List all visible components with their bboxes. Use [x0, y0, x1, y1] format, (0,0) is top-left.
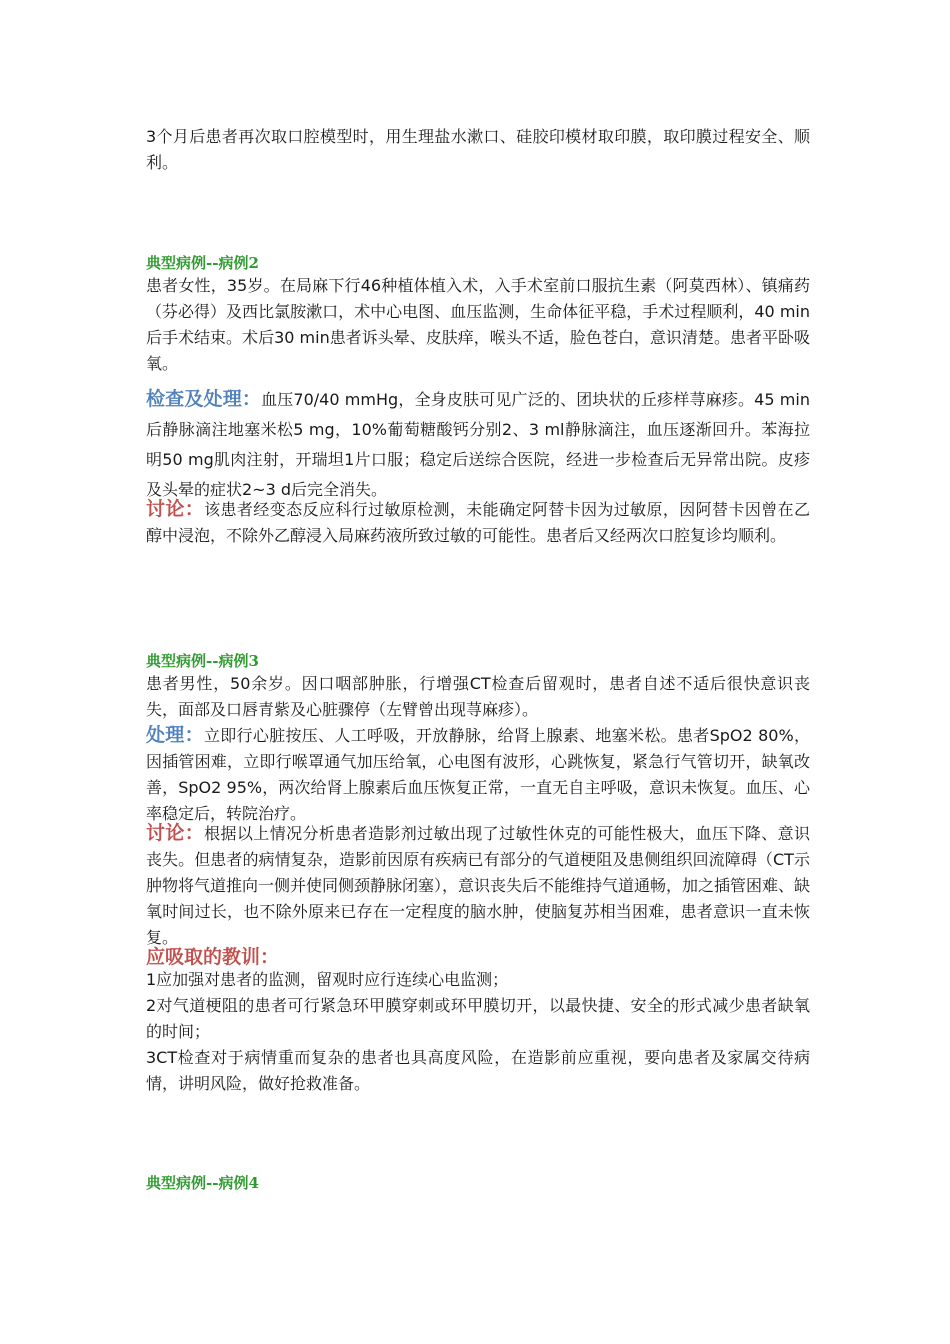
case2-discussion-text: 该患者经变态反应科行过敏原检测，未能确定阿替卡因为过敏原，因阿替卡因曾在乙醇中浸泡，不除外乙醇浸入局麻药液所致过敏的可能性。患者后又经两次口腔复诊均顺利。	[146, 500, 810, 545]
case3-lesson-item: 1应加强对患者的监测，留观时应行连续心电监测；	[146, 970, 509, 989]
case3-discussion-paragraph	[146, 820, 810, 951]
case2-discussion-label: 讨论：	[146, 498, 205, 520]
case2-discussion-paragraph	[146, 496, 810, 549]
intro-paragraph: 3个月后患者再次取口腔模型时，用生理盐水漱口、硅胶印模材取印膜，取印膜过程安全、顺利。	[146, 127, 810, 172]
case3-discussion-text: 根据以上情况分析患者造影剂过敏出现了过敏性休克的可能性极大，血压下降、意识丧失。但患者的病情复杂，造影前因原有疾病已有部分的气道梗阻及患侧组织回流障碍（CT示肿物将气道推向一侧并使同侧颈静脉闭塞），意识丧失后不能维持气道通畅，加之插管困难、缺氧时间过长，也不除外原来已存在一定程度的脑水肿，使脑复苏相当困难，患者意识一直未恢复。	[146, 824, 811, 947]
case3-treatment-paragraph	[146, 722, 810, 827]
case3-history: 患者男性，50余岁。因口咽部肿胀，行增强CT检查后留观时，患者自述不适后很快意识丧失，面部及口唇青紫及心脏骤停（左臂曾出现荨麻疹）。	[146, 674, 810, 719]
case2-history: 患者女性，35岁。在局麻下行46种植体植入术，入手术室前口服抗生素（阿莫西林）、镇痛药（芬必得）及西比氯胺漱口，术中心电图、血压监测，生命体征平稳，手术过程顺利，40 min后手术结束。术后30 min患者诉头晕、皮肤痒，喉头不适，脸色苍白，意识清楚。患者平卧吸氧。	[146, 276, 810, 373]
case2-exam-text: 血压70/40 mmHg，全身皮肤可见广泛的、团块状的丘疹样荨麻疹。45 min后静脉滴注地塞米松5 mg，10%葡萄糖酸钙分别2、3 ml静脉滴注，血压逐渐回升。苯海拉明50 mg肌肉注射，开瑞坦1片口服；稳定后送综合医院，经进一步检查后无异常出院。皮疹及头晕的症状2~3 d后完全消失。	[146, 390, 810, 499]
case3-treatment-label: 处理：	[146, 724, 204, 746]
case3-discussion-label: 讨论：	[146, 822, 205, 844]
case2-title: 典型病例--病例2	[146, 254, 259, 272]
case4-title: 典型病例--病例4	[146, 1174, 259, 1192]
case3-lesson-item: 2对气道梗阻的患者可行紧急环甲膜穿刺或环甲膜切开，以最快捷、安全的形式减少患者缺氧的时间；	[146, 996, 810, 1041]
case2-exam-label: 检查及处理：	[146, 388, 262, 410]
case2-exam-paragraph	[146, 384, 810, 505]
case3-lesson-item: 3CT检查对于病情重而复杂的患者也具高度风险，在造影前应重视，要向患者及家属交待病情，讲明风险，做好抢救准备。	[146, 1048, 810, 1093]
case3-title: 典型病例--病例3	[146, 652, 259, 670]
case3-treatment-text: 立即行心脏按压、人工呼吸，开放静脉，给肾上腺素、地塞米松。患者SpO2 80%，因插管困难，立即行喉罩通气加压给氧，心电图有波形，心跳恢复，紧急行气管切开，缺氧改善，SpO2 95%，两次给肾上腺素后血压恢复正常，一直无自主呼吸，意识未恢复。血压、心率稳定后，转院治疗。	[146, 726, 810, 823]
case3-lessons-title: 应吸取的教训：	[146, 946, 280, 968]
